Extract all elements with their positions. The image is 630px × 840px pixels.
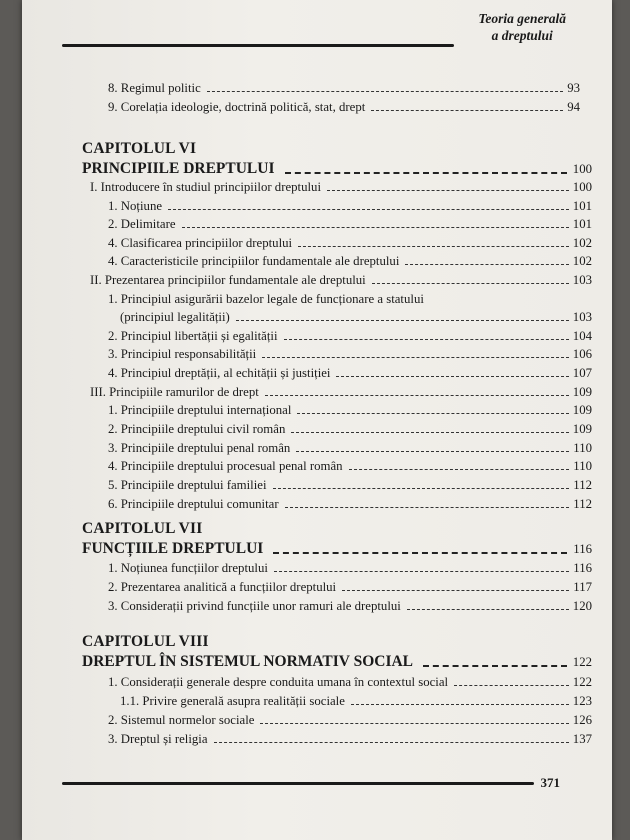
toc-entry: 4. Principiile dreptului procesual penal român 110 (108, 459, 592, 473)
toc-entry: 3. Principiile dreptului penal român 110 (108, 441, 592, 455)
toc-entry: 4. Caracteristicile principiilor fundamentale ale dreptului 102 (108, 254, 592, 268)
toc-entry: II. Prezentarea principiilor fundamentale ale dreptului 103 (90, 273, 592, 287)
toc-entry: 1. Considerații generale despre conduita umana în contextul social 122 (108, 675, 592, 689)
toc-entry: 6. Principiile dreptului comunitar 112 (108, 497, 592, 511)
toc-entry: 2. Delimitare 101 (108, 217, 592, 231)
toc-entry: 1. Noțiune 101 (108, 199, 592, 213)
toc-entry: 2. Principiul libertății și egalității 104 (108, 329, 592, 343)
toc-entry: III. Principiile ramurilor de drept 109 (90, 385, 592, 399)
toc-entry: 4. Clasificarea principiilor dreptului 102 (108, 236, 592, 250)
toc-entry: 1. Principiile dreptului internațional 109 (108, 403, 592, 417)
toc-entry-line: 1. Principiul asigurării bazelor legale de funcționare a statului (108, 292, 424, 306)
toc-entry: 4. Principiul dreptății, al echității și justiției 107 (108, 366, 592, 380)
toc-entry: 2. Prezentarea analitică a funcțiilor dreptului 117 (108, 580, 592, 594)
toc-entry: 8. Regimul politic 93 (108, 81, 580, 95)
chapter-heading: CAPITOLUL VIII (82, 633, 209, 650)
chapter-heading: CAPITOLUL VI (82, 140, 197, 157)
chapter-title: PRINCIPIILE DREPTULUI 100 (82, 160, 592, 177)
toc-entry: 5. Principiile dreptului familiei 112 (108, 478, 592, 492)
toc-entry: (principiul legalității) 103 (120, 310, 592, 324)
chapter-title: FUNCȚIILE DREPTULUI 116 (82, 540, 592, 557)
chapter-title: DREPTUL ÎN SISTEMUL NORMATIV SOCIAL 122 (82, 653, 592, 670)
toc-entry: 2. Principiile dreptului civil român 109 (108, 422, 592, 436)
chapter-heading: CAPITOLUL VII (82, 520, 203, 537)
toc-entry: 3. Considerații privind funcțiile unor ramuri ale dreptului 120 (108, 599, 592, 613)
book-page (22, 0, 612, 840)
toc-entry: 1.1. Privire generală asupra realității sociale 123 (120, 694, 592, 708)
page-number: 371 (540, 775, 560, 790)
toc-entry: 3. Dreptul și religia 137 (108, 732, 592, 746)
table-of-contents (22, 0, 612, 840)
toc-entry: I. Introducere în studiul principiilor dreptului 100 (90, 180, 592, 194)
header-line-2: a dreptului (491, 28, 553, 43)
toc-entry: 3. Principiul responsabilității 106 (108, 347, 592, 361)
toc-entry: 2. Sistemul normelor sociale 126 (108, 713, 592, 727)
header-line-1: Teoria generală (478, 11, 566, 26)
toc-entry: 9. Corelația ideologie, doctrină politică, stat, drept 94 (108, 100, 580, 114)
toc-entry: 1. Noțiunea funcțiilor dreptului 116 (108, 561, 592, 575)
footer-rule (62, 782, 534, 785)
